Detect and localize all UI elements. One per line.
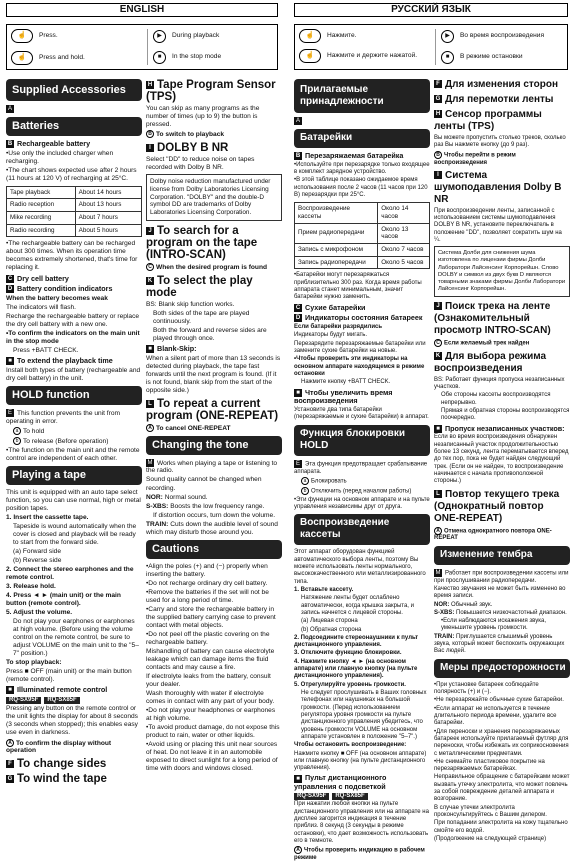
- table-cell: Radio reception: [7, 199, 76, 212]
- stop-icon: ■: [153, 51, 166, 64]
- play-icon: ▶: [441, 30, 454, 43]
- section-supplied: Supplied Accessories: [6, 79, 142, 101]
- column-right: F Для изменения сторон G Для перемотки ленты H Сенсор программы ленты (TPS) Вы можете пропустить столько треков, сколько раз Вы нажмете кнопку (до 9 раз). B Чтобы перейти в режим воспроизведения I Система шумоподавления Dolby B NR При воспроизведении ленты, записанной с использованием системы шумоподавления DOLBY B NR, установите переключатель в положение "DD", позволяет сократить шум на ¼. Система Долби для снижения шума изготовлена по лицензии фирмы Долби Лаборатори Лайсенсинг Корпорейшн. Слово DOLBY и символ из двух букв D являются товарными знаками фирмы Долби Лаборатори Лайсенсинг Корпорейшн. J Поиск трека на ленте (Ознакомительный просмотр INTRO-SCAN) C Если желаемый трек найден K Для выбора режима воспроизведения BS: Работает функция пропуска незаписанных участков. Обе стороны кассеты воспроизводятся непрерывно. Прямая и обратная стороны воспроизводятся поочередно. ■ Пропуск незаписанных участков: Если во время воспроизведения обнаружен незаписанный участок продолжительностью более 13 секунд, лента перематывается вперед до тех пор, пока не будет найден следующий трек. (Если он не найден, то воспроизведение начинается с начала противоположной стороны.) L Повтор текущего трека (Однократный повтор ONE-REPEAT) A Отмена однократного повтора ONE-REPEAT Изменение тембра M Работает при воспроизведении кассеты или при прослушивании радиопередачи. Качество звучания не может быть изменено во время записи. NOR: Обычный звук. S-XBS: Повышается низкочастотный диапазон. •Если наблюдаются искажения звука, уменьшите уровень громкости. TRAIN: Приглушается слышимый уровень звука, который может беспокоить окружающих Вас людей. Меры предосторожности •При установке батареек соблюдайте полярность (+) и (−). •Не перезаряжайте обычные сухие батарейки. •Если аппарат не используется в течение длительного периода времени, удалите все батарейки. •Для переноски и хранения перезаряжаемых батареек используйте прилагаемый футляр для переноски, чтобы избежать их соприкосновения с металлическими предметами. •Не снимайте пластиковое покрытие на перезаряжаемых батарейках. Неправильное обращение с батарейками может вызвать утечку электролита, что может повлечь за собой повреждение деталей аппарата и возгорание. В случае утечки электролита проконсультируйтесь с Вашим дилером. При попадании электролита на кожу тщательно смойте его водой. (Продолжение на следующей странице): [434, 79, 570, 842]
- column-left: Прилагаемые принадлежности A Батарейки B Перезаряжаемая батарейка •Используйте при перезарядке только входящее в комплект зарядное устройство. •В этой таблице показано ожидаемое время использования после 2 часов (11 часов при 120 В) перезарядки при 25°C. Воспроизведение кассеты Около 14 часов Прием радиопередачи Около 13 часов Запись с микрофоном Около 7 часов Запись радиопередачи Около 5 часов •Батарейки могут перезаряжаться приблизительно 300 раз. Когда время работы аппарата станет минимальным, значит батарейки нужно заменить. C Сухие батарейки D Индикаторы состояния батареек Если батарейки разрядились Индикаторы будут мигать. Перезарядите перезаряжаемые батарейки или замените сухие батарейки на новые. •Чтобы проверить эти индикаторы на основном аппарате находящемся в режиме остановки Нажмите кнопку +BATT CHECK. ■ Чтобы увеличить время воспроизведения Установите два типа батарейки (перезаряжаемые и сухие батарейки) в аппарат. Функция блокировки HOLD E Эта функция предотвращает срабатывание аппарата. a Блокировать b Отключить (перед началом работы) •Эти функции на основном аппарате и на пульте управления независимы друг от друга. Воспроизведение кассеты Этот аппарат оборудован функцией автоматического выбора ленты, поэтому Вы можете использовать ленты нормального, высококачественного или металлизированного типа. 1. Вставьте кассету. Натяжение ленты будет ослаблено автоматически, когда крышка закрыта, и запись начнется с лицевой стороны. (a) Лицевая сторона (b) Обратная сторона 2. Подсоедините стереонаушники к пульт дистанционного управления. 3. Отключите функцию блокировки. 4. Нажмите кнопку ◄ ► (на основном аппарате) или главную кнопку (на пульте дистанционного управления). 5. Отрегулируйте уровень громкости. Не следует прослушивать в Ваших головных телефонах или наушниках на большой громкости. (Перед использованием регулятора уровня громкости на пульте дистанционного управления убедитесь, что уровень громкости VOLUME на основном аппарате установлен в положение "5–7".) Чтобы остановить воспроизведение: Нажмите кнопку ■ OFF (на основном аппарате) или главную кнопку (на пульте дистанционного управления). ■ Пульт дистанционного управления с подсветкой RQ-SX95F RQ-SX85F При нажатии любой кнопки на пульте дистанционного управления или на аппарате на дисплее загорится индикация в течение приблиз. 8 секунд (3 секунды в режиме остановки), что дает возможность использовать его в темноте. A Чтобы проверить индикацию в рабочем режиме: [294, 76, 430, 863]
- table-cell: Mike recording: [7, 212, 76, 225]
- table-cell: Запись радиопередачи: [295, 256, 378, 269]
- table-cell: About 5 hours: [75, 224, 141, 237]
- table-cell: Tape playback: [7, 186, 76, 199]
- table-cell: Около 7 часов: [378, 243, 430, 256]
- finger-hold-icon: ☝: [299, 49, 321, 63]
- table-cell: Radio recording: [7, 224, 76, 237]
- dolby-notice: Dolby noise reduction manufactured under license from Dolby Laboratories Licensing Corporation. "DOLBY" and the double-D symbol DD are trademarks of Dolby Laboratories Licensing Corporation.: [146, 174, 282, 221]
- section-hold: HOLD function: [6, 386, 142, 405]
- battery-table: [6, 186, 142, 238]
- table-cell: Воспроизведение кассеты: [295, 203, 378, 223]
- finger-press-icon: ☝: [11, 29, 33, 43]
- table-cell: Прием радиопередачи: [295, 223, 378, 243]
- model-badge: RQ-SX85F: [44, 697, 79, 704]
- legend-stop: ■ В режиме остановки: [441, 51, 523, 64]
- legend-during: ▶ Во время воспроизведения: [441, 30, 544, 43]
- stop-icon: ■: [441, 51, 454, 64]
- table-row: [295, 223, 430, 243]
- table-cell: About 14 hours: [75, 186, 141, 199]
- section-supplied: Прилагаемые принадлежности: [294, 79, 430, 113]
- model-badge: RQ-SX95F: [6, 697, 41, 704]
- model-badge: RQ-SX85F: [332, 793, 367, 800]
- dolby-notice: Система Долби для снижения шума изготовлена по лицензии фирмы Долби Лаборатори Лайсенсинг Корпорейшн. Слово DOLBY и символ из двух букв D являются товарными знаками фирмы Долби Лаборатори Лайсенсинг Корпорейшн.: [434, 246, 570, 296]
- section-hold: Функция блокировки HOLD: [294, 425, 430, 456]
- section-batteries: Батарейки: [294, 129, 430, 148]
- page-header: ENGLISH: [6, 3, 278, 17]
- marker-a: A: [7, 106, 12, 112]
- section-batteries: Batteries: [6, 117, 142, 136]
- table-row: [7, 186, 142, 199]
- column-left: Supplied Accessories A Batteries B Rechargeable battery •Use only the included charger when recharging. •The chart shows expected use after 2 hours (11 hours at 120 V) of recharging at 25°C. Tape playback About 14 hours Radio reception About 13 hours Mike recording About 7 hours Radio recording About 5 hours •The rechargeable battery can be recharged about 300 times. When its operation time becomes extremely shortened, that's time for replacing it. C Dry cell battery D Battery condition indicators When the battery becomes weak The indicators will flash. Recharge the rechargeable battery or replace the dry cell battery with a new one. •To confirm the indicators on the main unit in the stop mode Press +BATT CHECK. ■ To extend the playback time Install both types of battery (rechargeable and dry cell battery) in the unit. HOLD function E This function prevents the unit from operating in error. a To hold b To release (Before operation) •The function on the main unit and the remote control are independent of each other. Playing a tape This unit is equipped with an auto tape select function, so you can use normal, high or metal position tapes. 1. Insert the cassette tape. Tapeside is wound automatically when the cover is closed and playback will be ready to start from the forward side. (a) Forward side (b) Reverse side 2. Connect the stereo earphones and the remote control. 3. Release hold. 4. Press ◄ ► (main unit) or the main button (remote control). 5. Adjust the volume. Do not play your earphones or earphones at high volume. (Before using the volume control on the remote control, be sure to adjust VOLUME on the main unit to the "5–7" position.) To stop playback: Press ■ OFF (main unit) or the main button (remote control). ■ Illuminated remote control RQ-SX95F RQ-SX85F Pressing any button on the remote control or the unit lights the display for about 8 seconds (3 seconds when stopped); this enables easy use even in darkness. A To confirm the display without operation F To change sides G To wind the tape: [6, 76, 142, 787]
- finger-press-icon: ☝: [299, 29, 321, 43]
- table-row: [7, 199, 142, 212]
- column-right: H Tape Program Sensor (TPS) You can skip as many programs as the number of times (up to 9) the button is pressed. B To switch to playback I DOLBY B NR Select "DD" to reduce noise on tapes recorded with Dolby B NR. Dolby noise reduction manufactured under license from Dolby Laboratories Licensing Corporation. "DOLBY" and the double-D symbol DD are trademarks of Dolby Laboratories Licensing Corporation. J To search for a program on the tape (INTRO-SCAN) C When the desired program is found K To select the play mode BS: Blank skip function works. Both sides of the tape are played continuously. Both the forward and reverse sides are played through once. ■ Blank-Skip: When a silent part of more than 13 seconds is detected during playback, the tape fast forwards until the next program is found. (If it is not found, blank skip from the start of the opposite side.) L To repeat a current program (ONE-REPEAT) A To cancel ONE-REPEAT Changing the tone M Works when playing a tape or listening to the radio. Sound quality cannot be changed when recording. NOR: Normal sound. S-XBS: Boosts the low frequency range. If distortion occurs, turn down the volume. TRAIN: Cuts down the audible level of sound which may disturb those around you. Cautions •Align the poles (+) and (−) properly when inserting the battery. •Do not recharge ordinary dry cell battery. •Remove the batteries if the set will not be used for a long period of time. •Carry and store the rechargeable battery in the supplied battery carrying case to prevent contact with metal objects. •Do not peel off the plastic covering on the rechargeable battery. Mishandling of battery can cause electrolyte leakage which can damage items the fluid contacts and may cause a fire. If electrolyte leaks from the battery, consult your dealer. Wash thoroughly with water if electrolyte comes in contact with any part of your body. •Do not play your headphones or earphones at high volume. •To avoid product damage, do not expose this product to rain, water or other liquids. •Avoid using or placing this unit near sources of heat. Do not leave it in an automobile exposed to direct sunlight for a long period of time with doors and windows closed.: [146, 79, 281, 773]
- table-cell: About 7 hours: [75, 212, 141, 225]
- legend-press: ☝ Нажмите.: [299, 29, 357, 43]
- section-cautions: Меры предосторожности: [434, 659, 570, 678]
- section-tone: Changing the tone: [146, 436, 282, 455]
- table-row: [295, 243, 430, 256]
- symbol-legend: [6, 24, 278, 70]
- section-cautions: Cautions: [146, 540, 282, 559]
- legend-stop: ■ In the stop mode: [153, 51, 221, 64]
- page-header: РУССКИЙ ЯЗЫК: [294, 3, 568, 17]
- section-tone: Изменение тембра: [434, 546, 570, 565]
- marker-a: A: [295, 118, 300, 124]
- section-playing: Воспроизведение кассеты: [294, 514, 430, 545]
- legend-press-hold: ☝ Нажмите и держите нажатой.: [299, 49, 429, 63]
- legend-divider: [435, 29, 436, 65]
- legend-press-hold: ☝ Press and hold.: [11, 51, 85, 65]
- legend-press: ☝ Press.: [11, 29, 58, 43]
- english-page: [0, 0, 284, 814]
- section-playing: Playing a tape: [6, 466, 142, 485]
- table-cell: Запись с микрофоном: [295, 243, 378, 256]
- table-row: [7, 224, 142, 237]
- model-badge: RQ-SX95F: [294, 793, 329, 800]
- table-row: [295, 256, 430, 269]
- table-cell: Около 14 часов: [378, 203, 430, 223]
- play-icon: ▶: [153, 30, 166, 43]
- table-row: [295, 203, 430, 223]
- table-cell: About 13 hours: [75, 199, 141, 212]
- table-row: [7, 212, 142, 225]
- rech-title: Rechargeable battery: [17, 138, 91, 148]
- table-cell: Около 5 часов: [378, 256, 430, 269]
- russian-page: [290, 0, 574, 862]
- legend-during: ▶ During playback: [153, 30, 219, 43]
- finger-hold-icon: ☝: [11, 51, 33, 65]
- battery-table: [294, 202, 430, 269]
- symbol-legend: [294, 24, 568, 70]
- table-cell: Около 13 часов: [378, 223, 430, 243]
- legend-divider: [147, 29, 148, 65]
